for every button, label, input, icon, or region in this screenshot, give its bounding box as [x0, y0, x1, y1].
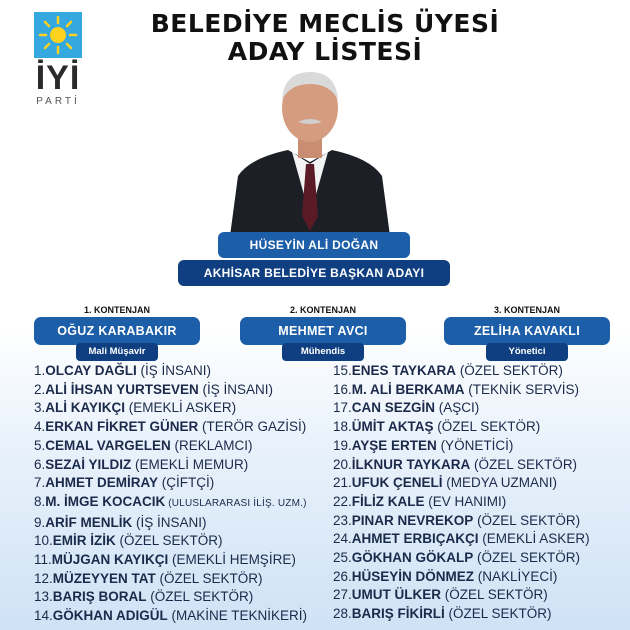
list-item-job: (ÖZEL SEKTÖR) [473, 550, 581, 566]
candidate-photo [230, 66, 390, 236]
list-item-number: 6. [34, 456, 46, 472]
title-line-2: ADAY LİSTESİ [227, 37, 423, 66]
list-item-name: MÜJGAN KAYIKÇI [51, 552, 169, 568]
quota-3 [444, 304, 610, 361]
list-item [34, 362, 307, 381]
list-item-job: (TERÖR GAZİSİ) [198, 419, 307, 435]
list-item [34, 514, 307, 533]
list-item-number: 11. [34, 552, 52, 568]
list-item-number: 5. [34, 437, 46, 453]
list-item-job: (EMEKLİ MEMUR) [131, 456, 249, 472]
sun-logo-icon [34, 12, 82, 58]
list-item-job: (AŞCI) [435, 400, 480, 416]
title-line-1: BELEDİYE MECLİS ÜYESİ [150, 9, 500, 38]
list-item-number: 26. [333, 568, 352, 584]
list-item-job: (ÖZEL SEKTÖR) [146, 589, 254, 605]
list-item-job: (EV HANIMI) [424, 493, 507, 509]
list-item-number: 16. [333, 381, 352, 397]
list-item [34, 381, 307, 400]
list-item-name: UFUK ÇENELİ [351, 475, 443, 491]
list-item-number: 9. [34, 514, 46, 530]
list-item [333, 362, 590, 381]
list-item-number: 19. [333, 437, 352, 453]
list-item-job: (TEKNİK SERVİS) [464, 381, 580, 397]
party-logo [34, 12, 82, 107]
list-item [34, 532, 307, 551]
list-item [333, 474, 590, 493]
list-item-job: (İŞ İNSANI) [136, 363, 212, 378]
list-item-job: (ÖZEL SEKTÖR) [444, 606, 552, 622]
list-item [34, 570, 307, 589]
list-item-name: İLKNUR TAYKARA [351, 456, 471, 472]
quota-job: Mühendis [282, 343, 364, 361]
list-item-number: 17. [333, 400, 352, 416]
list-item-name: M. ALİ BERKAMA [351, 381, 465, 397]
list-item-job: (İŞ İNSANI) [132, 514, 207, 530]
list-item-name: GÖKHAN GÖKALP [351, 550, 474, 566]
list-item [34, 551, 307, 570]
list-item-job: (ÖZEL SEKTÖR) [456, 363, 563, 378]
list-item-number: 20. [333, 456, 352, 472]
list-item-number: 4. [34, 419, 46, 435]
list-item-job: (EMEKLİ HEMŞİRE) [168, 552, 296, 568]
list-item-number: 18. [333, 419, 352, 435]
list-item-job: (ÖZEL SEKTÖR) [433, 419, 541, 435]
list-item-name: PINAR NEVREKOP [351, 512, 474, 528]
list-item-name: M. İMGE KOCACIK [45, 493, 166, 509]
list-item-number: 25. [333, 550, 352, 566]
logo-brand: İYİ [35, 59, 81, 97]
list-item-name: MÜZEYYEN TAT [52, 570, 156, 586]
list-item-name: SEZAİ YILDIZ [45, 456, 132, 472]
list-item-name: GÖKHAN ADIGÜL [52, 608, 168, 624]
quota-label: 1. KONTENJAN [83, 305, 150, 315]
candidate-list-right [333, 362, 590, 624]
list-item [34, 456, 307, 475]
quota-job: Yönetici [486, 343, 568, 361]
quota-2 [240, 304, 406, 361]
list-item-name: ALİ İHSAN YURTSEVEN [45, 381, 199, 397]
list-item [333, 530, 590, 549]
quota-label: 3. KONTENJAN [493, 305, 560, 315]
list-item-number: 2. [34, 381, 46, 397]
list-item-number: 15. [333, 363, 352, 378]
candidate-list-left [34, 362, 307, 626]
list-item-job: (MAKİNE TEKNİKERİ) [167, 608, 308, 624]
candidate-name: HÜSEYİN ALİ DOĞAN [218, 232, 410, 258]
list-item-name: ERKAN FİKRET GÜNER [45, 419, 199, 435]
list-item-number: 8. [34, 493, 46, 509]
list-item [34, 474, 307, 493]
list-item-job: (ÖZEL SEKTÖR) [115, 533, 223, 549]
list-item-name: UMUT ÜLKER [351, 587, 442, 603]
list-item-number: 3. [34, 400, 46, 416]
list-item-name: AHMET DEMİRAY [45, 475, 159, 491]
list-item-number: 1. [34, 363, 46, 378]
list-item-number: 27. [333, 587, 352, 603]
list-item-number: 12. [34, 570, 53, 586]
list-item-name: EMİR İZİK [52, 533, 116, 549]
list-item-job: (MEDYA UZMANI) [442, 475, 558, 491]
list-item-name: CEMAL VARGELEN [45, 437, 171, 453]
list-item-name: BARIŞ FİKİRLİ [351, 606, 445, 622]
list-item [333, 549, 590, 568]
list-item-name: HÜSEYİN DÖNMEZ [351, 568, 475, 584]
list-item-name: FİLİZ KALE [351, 493, 425, 509]
list-item-number: 28. [333, 606, 352, 622]
list-item-name: ALİ KAYIKÇI [45, 400, 126, 416]
quota-job: Mali Müşavir [76, 343, 158, 361]
list-item-name: AHMET ERBIÇAKÇI [351, 531, 479, 547]
quota-1 [34, 304, 200, 361]
list-item [34, 607, 307, 626]
list-item-number: 24. [333, 531, 352, 547]
list-item [34, 588, 307, 607]
list-item-name: OLCAY DAĞLI [45, 363, 137, 378]
list-item [34, 493, 307, 514]
candidate-role: AKHİSAR BELEDİYE BAŞKAN ADAYI [178, 260, 450, 286]
list-item [333, 605, 590, 624]
list-item-number: 14. [34, 608, 53, 624]
list-item-name: ARİF MENLİK [45, 514, 133, 530]
list-item-job: (EMEKLİ ASKER) [478, 531, 590, 547]
list-item [34, 399, 307, 418]
list-item-name: ENES TAYKARA [351, 363, 457, 378]
quota-name: OĞUZ KARABAKIR [34, 317, 200, 345]
list-item [333, 493, 590, 512]
list-item-job: (ÖZEL SEKTÖR) [470, 456, 578, 472]
quota-name: MEHMET AVCI [240, 317, 406, 345]
list-item-number: 13. [34, 589, 53, 605]
list-item-job: (ÖZEL SEKTÖR) [473, 512, 581, 528]
list-item-number: 23. [333, 512, 352, 528]
list-item-name: AYŞE ERTEN [351, 437, 437, 453]
list-item [333, 568, 590, 587]
list-item-name: CAN SEZGİN [351, 400, 436, 416]
logo-sub: PARTİ [36, 96, 80, 107]
list-item-job: (YÖNETİCİ) [436, 437, 514, 453]
quota-name: ZELİHA KAVAKLI [444, 317, 610, 345]
list-item [333, 586, 590, 605]
list-item-job: (ULUSLARARASI İLİŞ. UZM.) [165, 497, 307, 509]
list-item-number: 7. [34, 475, 46, 491]
list-item-name: BARIŞ BORAL [52, 589, 147, 605]
list-item-job: (ÇİFTÇİ) [158, 475, 215, 491]
list-item [333, 456, 590, 475]
list-item [333, 418, 590, 437]
list-item [333, 437, 590, 456]
list-item [34, 418, 307, 437]
list-item-job: (ÖZEL SEKTÖR) [441, 587, 548, 603]
list-item-job: (ÖZEL SEKTÖR) [155, 570, 263, 586]
list-item-number: 22. [333, 493, 352, 509]
quota-label: 2. KONTENJAN [289, 305, 356, 315]
list-item [333, 399, 590, 418]
list-item [34, 437, 307, 456]
list-item-number: 21. [333, 475, 352, 491]
list-item-number: 10. [34, 533, 53, 549]
list-item-job: (EMEKLİ ASKER) [125, 400, 237, 416]
list-item [333, 512, 590, 531]
page-title [110, 10, 540, 66]
list-item-job: (REKLAMCI) [170, 437, 253, 453]
list-item [333, 381, 590, 400]
list-item-name: ÜMİT AKTAŞ [351, 419, 434, 435]
list-item-job: (İŞ İNSANI) [198, 381, 274, 397]
list-item-job: (NAKLİYECİ) [474, 568, 558, 584]
